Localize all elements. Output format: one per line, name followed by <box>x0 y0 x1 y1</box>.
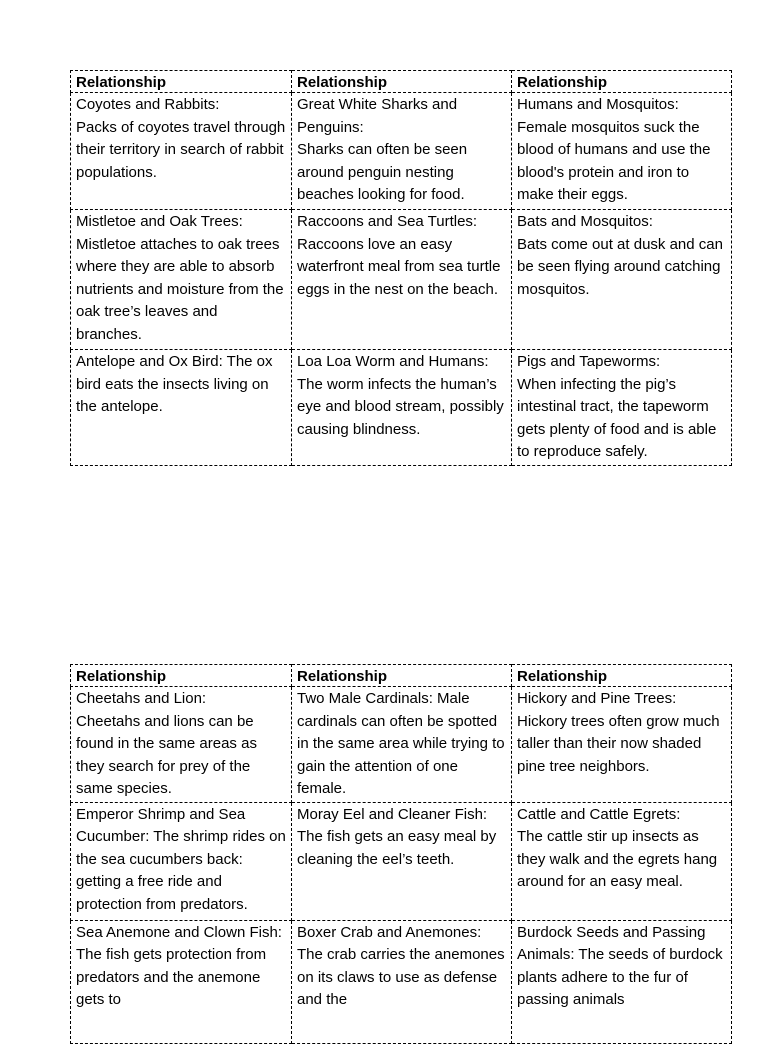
relationship-cell: Burdock Seeds and Passing Animals: The seeds of burdock plants adhere to the fur of passing animals <box>512 920 732 1043</box>
relationship-cell: Boxer Crab and Anemones: The crab carries the anemones on its claws to use as defense and the <box>292 920 512 1043</box>
relationship-cell: Mistletoe and Oak Trees: Mistletoe attaches to oak trees where they are able to absorb nutrients and moisture from the oak tree’s leaves and branches. <box>71 210 292 350</box>
relationship-cell: Cattle and Cattle Egrets: The cattle stir up insects as they walk and the egrets hang around for an easy meal. <box>512 802 732 920</box>
table-row <box>71 93 732 210</box>
relationship-cell: Emperor Shrimp and Sea Cucumber: The shrimp rides on the sea cucumbers back: getting a free ride and protection from predators. <box>71 802 292 920</box>
table-row <box>71 350 732 466</box>
header-cell: Relationship <box>512 71 732 93</box>
relationship-cell: Bats and Mosquitos: Bats come out at dusk and can be seen flying around catching mosquitos. <box>512 210 732 350</box>
table-row <box>71 802 732 920</box>
relationship-cards-table-2 <box>70 664 732 1044</box>
relationship-cell: Humans and Mosquitos: Female mosquitos suck the blood of humans and use the blood's protein and iron to make their eggs. <box>512 93 732 210</box>
relationship-cell: Two Male Cardinals: Male cardinals can often be spotted in the same area while trying to gain the attention of one female. <box>292 687 512 803</box>
header-row <box>71 665 732 687</box>
relationship-cell: Great White Sharks and Penguins: Sharks can often be seen around penguin nesting beaches looking for food. <box>292 93 512 210</box>
header-cell: Relationship <box>512 665 732 687</box>
relationship-cell: Loa Loa Worm and Humans: The worm infects the human’s eye and blood stream, possibly causing blindness. <box>292 350 512 466</box>
relationship-cell: Cheetahs and Lion: Cheetahs and lions can be found in the same areas as they search for prey of the same species. <box>71 687 292 803</box>
header-cell: Relationship <box>292 71 512 93</box>
relationship-cell: Pigs and Tapeworms: When infecting the pig’s intestinal tract, the tapeworm gets plenty of food and is able to reproduce safely. <box>512 350 732 466</box>
relationship-cell: Coyotes and Rabbits: Packs of coyotes travel through their territory in search of rabbit populations. <box>71 93 292 210</box>
relationship-cards-table-1 <box>70 70 732 466</box>
header-cell: Relationship <box>71 71 292 93</box>
table-row <box>71 920 732 1043</box>
table-row <box>71 687 732 803</box>
table-row <box>71 210 732 350</box>
relationship-cell: Sea Anemone and Clown Fish: The fish gets protection from predators and the anemone gets to <box>71 920 292 1043</box>
header-cell: Relationship <box>292 665 512 687</box>
relationship-cell: Antelope and Ox Bird: The ox bird eats the insects living on the antelope. <box>71 350 292 466</box>
header-cell: Relationship <box>71 665 292 687</box>
relationship-cell: Hickory and Pine Trees: Hickory trees often grow much taller than their now shaded pine tree neighbors. <box>512 687 732 803</box>
header-row <box>71 71 732 93</box>
relationship-cell: Moray Eel and Cleaner Fish: The fish gets an easy meal by cleaning the eel’s teeth. <box>292 802 512 920</box>
relationship-cell: Raccoons and Sea Turtles: Raccoons love an easy waterfront meal from sea turtle eggs in the nest on the beach. <box>292 210 512 350</box>
